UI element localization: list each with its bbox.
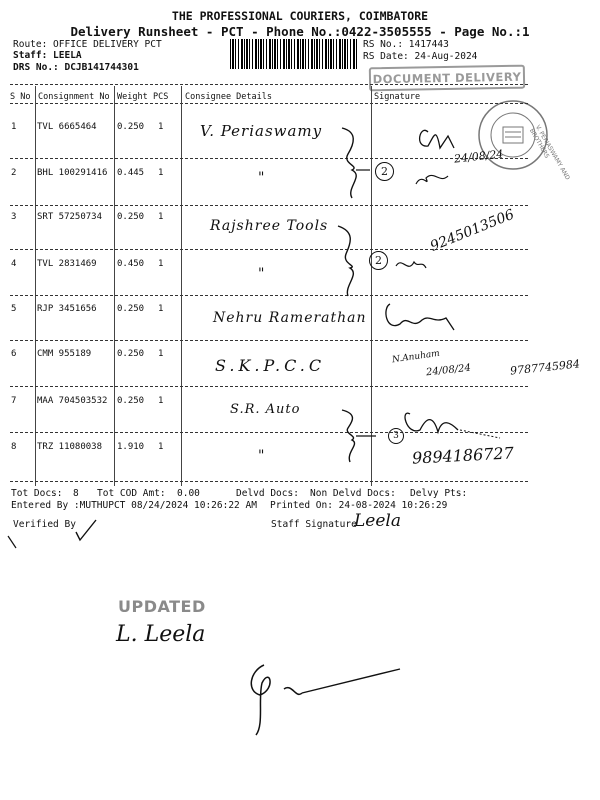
company-title: THE PROFESSIONAL COURIERS, COIMBATORE [171, 9, 429, 23]
row-weight: 0.450 [117, 259, 145, 269]
col-divider [35, 86, 36, 486]
row-sno: 7 [11, 396, 17, 406]
row-consignee: Nehru Ramerathan [213, 310, 367, 326]
rs-date: RS Date: 24-Aug-2024 [363, 51, 478, 62]
col-divider [181, 86, 182, 486]
handwritten-marks [330, 118, 530, 478]
row-sno: 2 [11, 168, 17, 178]
runsheet-subtitle: Delivery Runsheet - PCT - Phone No.:0422-3505555 - Page No.:1 [70, 24, 530, 39]
updated-stamp: UPDATED [118, 597, 206, 616]
row-pcs: 1 [158, 259, 164, 269]
row3-phone: 9245013506 [428, 206, 517, 255]
staff-signature-label: Staff Signature [271, 519, 357, 530]
row-pcs: 1 [158, 212, 164, 222]
row-sno: 5 [11, 304, 17, 314]
row-sno: 8 [11, 442, 17, 452]
row-consignment: MAA 704503532 [37, 396, 108, 406]
row-sno: 6 [11, 349, 17, 359]
col-divider [114, 86, 115, 486]
staff-label: Staff: LEELA [13, 50, 82, 61]
col-header-sno: S No [10, 92, 31, 102]
row-sno: 4 [11, 259, 17, 269]
circled-count: 3 [388, 428, 404, 444]
tot-cod-label: Tot COD Amt: [97, 488, 166, 499]
non-delvd-docs-label: Non Delvd Docs: [310, 488, 396, 499]
row-weight: 0.250 [117, 212, 145, 222]
row-weight: 0.250 [117, 396, 145, 406]
row-pcs: 1 [158, 396, 164, 406]
row-weight: 0.445 [117, 168, 145, 178]
row-weight: 1.910 [117, 442, 145, 452]
bottom-signature-scribble [240, 655, 420, 745]
tot-cod-value: 0.00 [177, 488, 200, 499]
barcode [230, 39, 357, 69]
route-label: Route: OFFICE DELIVERY PCT [13, 39, 162, 50]
circled-count: 2 [369, 251, 388, 270]
entered-by: Entered By :MUTHUPCT 08/24/2024 10:26:22 AM [11, 500, 257, 511]
row-consignee: Rajshree Tools [210, 218, 329, 234]
col-header-pcs: PCS [153, 92, 169, 102]
table-top-rule [10, 84, 528, 85]
row-consignment: CMM 955189 [37, 349, 92, 359]
updated-signature: L. Leela [116, 622, 206, 647]
verified-by-label: Verified By [13, 519, 76, 530]
row6-phone: 9787745984 [509, 357, 581, 378]
row-pcs: 1 [158, 349, 164, 359]
row-weight: 0.250 [117, 304, 145, 314]
row-consignment: TVL 6665464 [37, 122, 97, 132]
row-consignee: S.R. Auto [230, 402, 301, 417]
tot-docs-label: Tot Docs: [11, 488, 63, 499]
col-header-signature: Signature [374, 92, 421, 102]
col-header-consignee: Consignee Details [185, 92, 272, 102]
col-header-weight: Weight [117, 92, 148, 102]
row-consignment: TVL 2831469 [37, 259, 97, 269]
row8-phone: 9894186727 [411, 443, 515, 468]
row-consignee: " [258, 448, 266, 464]
rs-number: RS No.: 1417443 [363, 39, 449, 50]
circled-count: 2 [375, 162, 394, 181]
delvd-docs-label: Delvd Docs: [236, 488, 299, 499]
row6-name: N.Anuham [391, 348, 441, 366]
row-consignee: S.K.P.C.C [215, 356, 326, 375]
row-consignee: V. Periaswamy [200, 122, 323, 140]
document-delivery-stamp: DOCUMENT DELIVERY [369, 65, 525, 92]
seal-text: V. PERIASWAMY AND BROTHERS [527, 124, 572, 182]
row-pcs: 1 [158, 304, 164, 314]
row-consignment: SRT 57250734 [37, 212, 103, 222]
col-header-consignment: Consignment No [38, 92, 110, 102]
table-bottom-rule [10, 481, 528, 482]
drs-number: DRS No.: DCJB141744301 [13, 62, 139, 73]
row-consignee: " [258, 266, 266, 282]
row-sno: 3 [11, 212, 17, 222]
row6-date: 24/08/24 [425, 362, 472, 379]
row-consignment: RJP 3451656 [37, 304, 97, 314]
verified-check-icon [0, 516, 110, 556]
row1-date: 24/08/24 [453, 147, 504, 166]
delvy-pts-label: Delvy Pts: [410, 488, 468, 499]
table-header-rule [10, 103, 528, 104]
row-pcs: 1 [158, 122, 164, 132]
row-consignment: TRZ 11080038 [37, 442, 103, 452]
row-sno: 1 [11, 122, 17, 132]
staff-signature: Leela [354, 511, 401, 531]
printed-on: Printed On: 24-08-2024 10:26:29 [270, 500, 448, 511]
row-consignee: " [258, 170, 266, 186]
row-weight: 0.250 [117, 122, 145, 132]
row-consignment: BHL 100291416 [37, 168, 108, 178]
row-pcs: 1 [158, 168, 164, 178]
row-weight: 0.250 [117, 349, 145, 359]
row-pcs: 1 [158, 442, 164, 452]
tot-docs-value: 8 [73, 488, 79, 499]
